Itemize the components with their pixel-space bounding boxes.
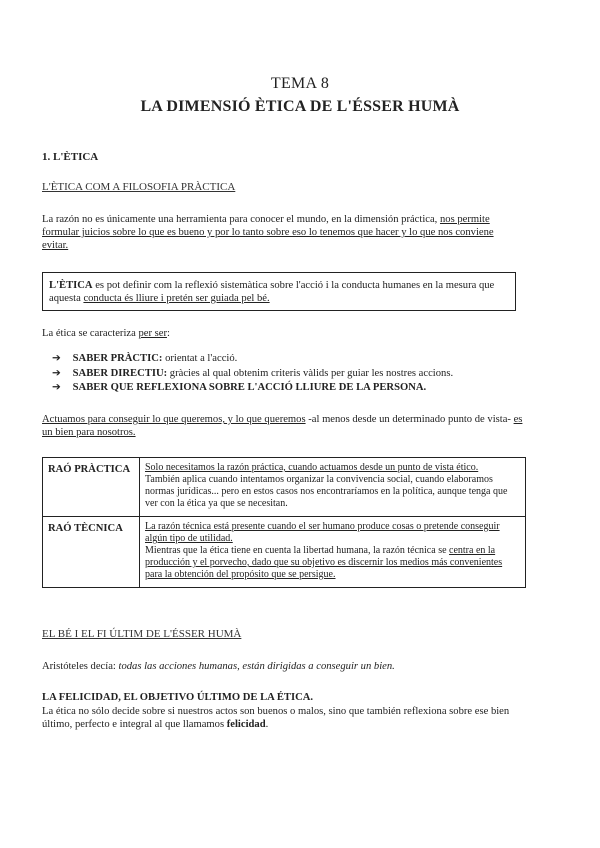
intro-underlined: nos permite formular juicios sobre lo que es bueno y por lo tanto sobre eso lo tenemos que hacer y lo que nos conviene evitar. — [42, 214, 494, 251]
characterized-line — [42, 327, 170, 340]
table-row — [43, 517, 526, 588]
characterized-underlined: per ser — [138, 328, 167, 339]
actuamos-underlined-2: es un bien para nosotros. — [42, 414, 523, 438]
actuamos-paragraph — [42, 413, 530, 439]
definition-underlined: conducta és lliure i pretén ser guiada pel bé. — [83, 293, 270, 304]
definition-term: L'ÈTICA — [49, 280, 93, 291]
felicity-end: . — [265, 719, 269, 730]
list-item — [52, 352, 453, 367]
felicity-text: La ética no sólo decide sobre si nuestros actos son buenos o malos, sino que también reflexiona sobre ese bien último, perfecto e integral al que llamamos — [42, 706, 510, 730]
row-content — [140, 458, 526, 517]
row-label: RAÓ TÈCNICA — [43, 517, 140, 588]
row-content — [140, 517, 526, 588]
list-item — [52, 381, 453, 396]
feature-label: SABER DIRECTIU: — [72, 367, 168, 379]
intro-paragraph — [42, 213, 522, 252]
definition-box — [42, 272, 516, 311]
list-item — [52, 367, 453, 382]
row-underlined: Solo necesitamos la razón práctica, cuando actuamos desde un punto de vista ético. — [145, 462, 479, 473]
felicity-bold: felicidad — [226, 719, 266, 730]
table-row — [43, 458, 526, 517]
aristotle-quote — [42, 660, 395, 673]
features-list — [52, 352, 453, 396]
feature-text: orientat a l'acció. — [165, 353, 238, 364]
feature-label: SABER PRÀCTIC: — [72, 353, 163, 364]
row-text: Mientras que la ética tiene en cuenta la libertad humana, la razón técnica se — [145, 545, 447, 556]
feature-label: SABER QUE REFLEXIONA SOBRE L'ACCIÓ LLIURE DE LA PERSONA. — [72, 382, 427, 393]
definition-text: es pot definir com la reflexió sistemàtica sobre l'acció i la conducta humanes en la mesura que aquesta — [49, 280, 495, 304]
tema-number: TEMA 8 — [270, 75, 330, 92]
aristotle-prefix: Aristóteles decía: — [42, 661, 116, 672]
felicity-title: LA FELICIDAD, EL OBJETIVO ÚLTIMO DE LA ÉTICA. — [42, 692, 314, 703]
row-text: También aplica cuando intentamos organizar la convivencia social, cuando elaboramos normas jurídicas... pero en estos casos nos encontraríamos en la política, aunque tenga que ver con la ética ya que se necesitan. — [145, 474, 508, 509]
feature-text: gràcies al qual obtenim criteris vàlids per guiar les nostres accions. — [169, 367, 454, 379]
section-subheading: L'ÈTICA COM A FILOSOFIA PRÀCTICA — [42, 181, 236, 193]
arrow-icon: ➔ — [52, 367, 61, 379]
row-underlined: La razón técnica está presente cuando el ser humano produce cosas o pretende conseguir algún tipo de utilidad. — [145, 521, 500, 544]
arrow-icon: ➔ — [52, 353, 61, 364]
actuamos-text: -al menos desde un determinado punto de vista- — [305, 414, 514, 425]
felicity-paragraph — [42, 705, 532, 731]
section-heading: 1. L'ÈTICA — [42, 151, 99, 163]
reason-table — [42, 457, 526, 588]
characterized-suffix: : — [166, 328, 170, 339]
row-underlined-2: centra en la producción y el porvecho, dado que su objetivo es discernir los medios más convenientes para la obtención del propósito que se persigue. — [145, 545, 503, 580]
characterized-prefix: La ética se caracteriza — [42, 328, 136, 339]
row-label: RAÓ PRÀCTICA — [43, 458, 140, 517]
arrow-icon: ➔ — [52, 382, 61, 393]
actuamos-underlined-1: Actuamos para conseguir lo que queremos, y lo que queremos — [42, 414, 306, 425]
intro-text: La razón no es únicamente una herramienta para conocer el mundo, en la dimensión práctica, — [42, 214, 438, 225]
page-title: LA DIMENSIÓ ÈTICA DE L'ÉSSER HUMÀ — [140, 98, 460, 115]
aristotle-italic: todas las acciones humanas, están dirigidas a conseguir un bien. — [118, 661, 395, 672]
section2-subheading: EL BÉ I EL FI ÚLTIM DE L'ÉSSER HUMÀ — [42, 628, 242, 640]
